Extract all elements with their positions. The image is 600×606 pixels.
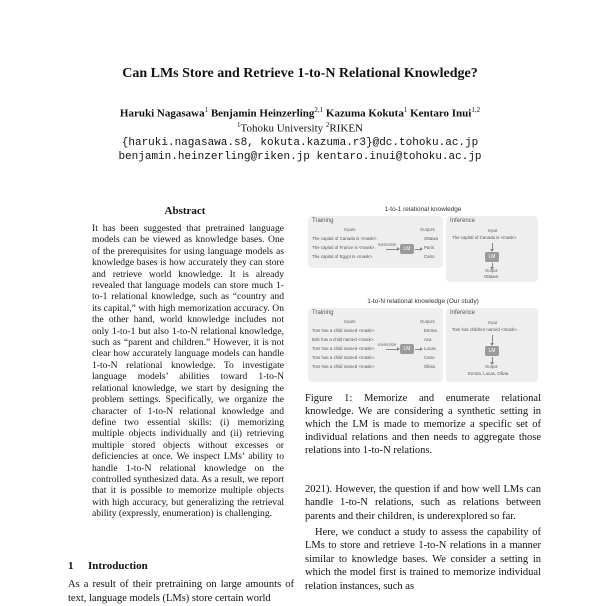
abstract-text: It has been suggested that pretrained language models can be viewed as knowledge bases. One of the prerequisites for using language models as knowledge bases is how accurately they can store and retrieve world knowledge. It is already revealed that language models can store much 1-to-1 relational knowledge, such as “country and its capital,” with high memorization accuracy. On the other hand, world knowledge includes not only 1-to-1 but also 1-to-N relational knowledge, such as “parent and children.” However, it is not clear how accurately language models can handle 1-to-N relational knowledge. To investigate language models’ abilities toward 1-to-N relational knowledge, we start by designing the problem settings. Specifically, we organize the character of 1-to-N relational knowledge and define two essential skills: (i) memorizing multiple objects individually and (ii) retrieving multiple stored objects without excesses or deficiencies at once. We inspect LMs’ ability to handle 1-to-N relational knowledge on the controlled synthesized data. As a result, we report that it is possible to memorize multiple objects with high accuracy, but generalizing the retrieval ability (expressly, enumeration) is challenging. [92, 223, 284, 520]
outputs-label: Outputs [420, 227, 435, 232]
bottom-training-panel [308, 308, 443, 382]
inference-output: Ottawa [484, 274, 498, 279]
training-output: Olivia [424, 364, 435, 369]
input-label: Input [488, 320, 498, 325]
training-input: The capital of France is <mask>. [312, 245, 376, 250]
training-input: Tom has a child named <mask>. [312, 328, 376, 333]
figure-caption: Figure 1: Memorize and enumerate relational knowledge. We are considering a synthetic setting in which the LM is made to memorize a specific set of individual relations and then needs to aggregate those relations into 1-to-N relations. [305, 393, 541, 456]
training-input: Tom has a child named <mask>. [312, 355, 376, 360]
section-title: Introduction [88, 560, 148, 572]
email-line-2 [0, 151, 600, 163]
output-label: Output [485, 364, 498, 369]
output-label: Output [485, 268, 498, 273]
memorize-label: memorize [378, 342, 397, 347]
arrow-icon [415, 249, 421, 250]
email-line-1: {haruki.nagasawa.s8, kokuta.kazuma.r3}@dc.tohoku.ac.jp [121, 137, 479, 149]
author-name: Benjamin Heinzerling [210, 107, 315, 120]
author-name: Kentaro Inui [410, 107, 472, 120]
training-input: Tom has a child named <mask>. [312, 364, 376, 369]
author-name: Kazuma Kokuta [325, 107, 404, 120]
top-training-panel [308, 216, 443, 268]
figure-bottom-title: 1-to-N relational knowledge (Our study) [367, 298, 479, 305]
author-affiliation-mark: 1 [403, 106, 408, 114]
training-label: Training [312, 310, 334, 316]
training-output: Lucas [424, 346, 436, 351]
affiliations [0, 121, 600, 135]
lm-box: LM [485, 252, 499, 262]
affiliation-mark: 1 [237, 121, 241, 129]
inference-input: Tom has children named <mask>. [452, 327, 518, 332]
body-paragraph: 2021). However, the question if and how well LMs can handle 1-to-N relations, such as relations between parents and their children, is underexplored so far. [305, 484, 541, 522]
outputs-label: Outputs [420, 319, 435, 324]
section-heading-introduction [68, 560, 148, 572]
training-output: Cairo [424, 254, 435, 259]
training-input: Tom has a child named <mask>. [312, 346, 376, 351]
arrow-icon [386, 349, 398, 350]
inference-label: Inference [450, 310, 476, 316]
training-input: The capital of Egypt is <mask>. [312, 254, 374, 259]
section-number: 1 [68, 560, 74, 572]
inputs-label: Inputs [344, 227, 356, 232]
training-label: Training [312, 218, 334, 224]
top-inference-panel [446, 216, 538, 282]
body-paragraph: Here, we conduct a study to assess the capability of LMs to store and retrieve 1-to-N relations in a manner similar to knowledge bases. We consider a setting in which the model first is trained to memorize individual relation instances, such as [305, 527, 541, 592]
figure-top-title: 1-to-1 relational knowledge [384, 206, 462, 213]
arrow-icon [492, 335, 493, 344]
inference-input: The capital of Canada is <mask>. [452, 235, 518, 240]
author-affiliation-mark: 2,1 [314, 106, 324, 114]
abstract-heading: Abstract [164, 205, 206, 217]
author-list [0, 106, 600, 120]
inputs-label: Inputs [344, 319, 356, 324]
author-affiliation-mark: 1 [204, 106, 209, 114]
memorize-label: memorize [378, 242, 397, 247]
author-name: Haruki Nagasawa [119, 107, 205, 120]
training-input: The capital of Canada is <mask>. [312, 236, 378, 241]
training-output: Paris [424, 245, 435, 250]
lm-box: LM [400, 244, 414, 254]
email-heinzerling: benjamin.heinzerling@riken.jp [118, 151, 310, 163]
input-label: Input [488, 228, 498, 233]
training-output: Ava [424, 337, 432, 342]
lm-box: LM [485, 346, 499, 356]
affiliation-tohoku: Tohoku University [240, 122, 324, 135]
inference-output: Emma, Lucas, Olivia [468, 371, 509, 376]
arrow-icon [492, 357, 493, 363]
bottom-inference-panel [446, 308, 538, 382]
introduction-text: As a result of their pretraining on large amounts of text, language models (LMs) store certain world [68, 579, 294, 604]
affiliation-riken: RIKEN [329, 122, 363, 135]
arrow-icon [492, 243, 493, 250]
paper-title: Can LMs Store and Retrieve 1-to-N Relational Knowledge? [122, 66, 478, 81]
affiliation-mark: 2 [325, 121, 330, 129]
lm-box: LM [400, 344, 414, 354]
email-inui: kentaro.inui@tohoku.ac.jp [316, 151, 482, 163]
training-input: Bob has a child named <mask>. [312, 337, 375, 342]
inference-label: Inference [450, 218, 476, 224]
arrow-icon [386, 249, 398, 250]
arrow-icon [415, 349, 421, 350]
training-output: Cairo [424, 355, 435, 360]
training-output: Ottawa [424, 236, 438, 241]
training-output: Emma [424, 328, 437, 333]
author-affiliation-mark: 1,2 [471, 106, 481, 114]
